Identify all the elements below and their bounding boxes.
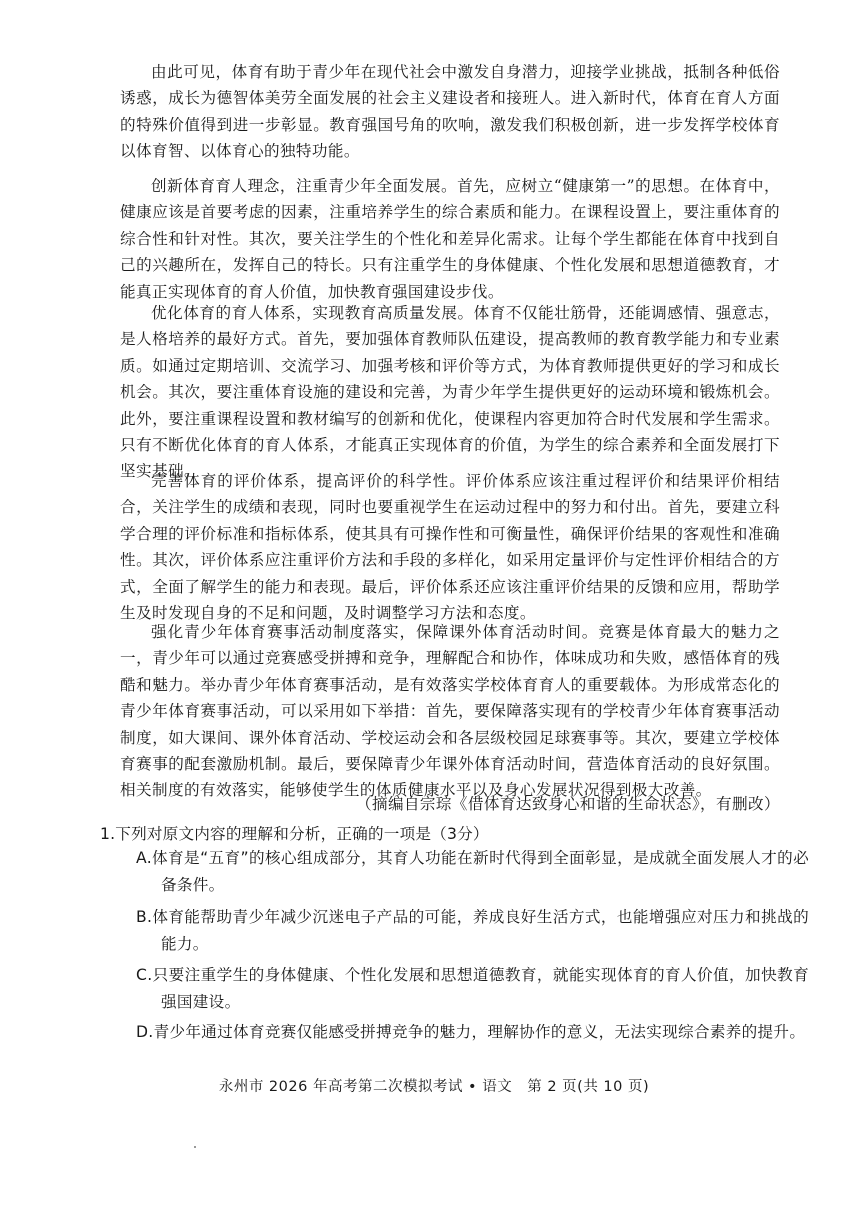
option-c: C.只要注重学生的身体健康、个性化发展和思想道德教育，就能实现体育的育人价值，加快教育强国建设。: [136, 966, 809, 1011]
passage-paragraph-2: 创新体育育人理念，注重青少年全面发展。首先，应树立“健康第一”的思想。在体育中，健康应该是首要考虑的因素，注重培养学生的综合素质和能力。在课程设置上，要注重体育的综合性和针对性。其次，要关注学生的个性化和差异化需求。让每个学生都能在体育中找到自己的兴趣所在，发挥自己的特长。只有注重学生的身体健康、个性化发展和思想道德教育，才能真正实现体育的育人价值，加快教育强国建设步伐。: [120, 177, 780, 301]
passage-paragraph-3: 优化体育的育人体系，实现教育高质量发展。体育不仅能壮筋骨，还能调感情、强意志，是人格培养的最好方式。首先，要加强体育教师队伍建设，提高教师的教育教学能力和专业素质。如通过定期培训、交流学习、加强考核和评价等方式，为体育教师提供更好的学习和成长机会。其次，要注重体育设施的建设和完善，为青少年学生提供更好的运动环境和锻炼机会。此外，要注重课程设置和教材编写的创新和优化，使课程内容更加符合时代发展和学生需求。只有不断优化体育的育人体系，才能真正实现体育的价值，为学生的综合素养和全面发展打下坚实基础。: [120, 304, 780, 481]
question-stem: 1.下列对原文内容的理解和分析，正确的一项是（3分）: [100, 825, 489, 843]
page-footer: 永州市 2026 年高考第二次模拟考试 • 语文 第 2 页(共 10 页): [218, 1079, 650, 1095]
passage-paragraph-1: 由此可见，体育有助于青少年在现代社会中激发自身潜力，迎接学业挑战，抵制各种低俗诱惑，成长为德智体美劳全面发展的社会主义建设者和接班人。进入新时代，体育在育人方面的特殊价值得到进一步彰显。教育强国号角的吹响，激发我们积极创新，进一步发挥学校体育以体育智、以体育心的独特功能。: [120, 63, 780, 161]
passage-paragraph-4: 完善体育的评价体系，提高评价的科学性。评价体系应该注重过程评价和结果评价相结合，关注学生的成绩和表现，同时也要重视学生在运动过程中的努力和付出。首先，要建立科学合理的评价标准和指标体系，使其具有可操作性和可衡量性，确保评价结果的客观性和准确性。其次，评价体系应注重评价方法和手段的多样化，如采用定量评价与定性评价相结合的方式，全面了解学生的能力和表现。最后，评价体系还应该注重评价结果的反馈和应用，帮助学生及时发现自身的不足和问题，及时调整学习方法和态度。: [120, 472, 780, 623]
passage-source: （摘编自宗琮《借体育达致身心和谐的生命状态》，有删改）: [355, 795, 780, 813]
option-a: A.体育是“五育”的核心组成部分，其育人功能在新时代得到全面彰显，是成就全面发展人才的必备条件。: [136, 849, 809, 894]
scan-speck: [194, 1146, 196, 1148]
option-b: B.体育能帮助青少年减少沉迷电子产品的可能，养成良好生活方式，也能增强应对压力和挑战的能力。: [136, 908, 809, 953]
option-d: D.青少年通过体育竞赛仅能感受拼搏竞争的魅力，理解协作的意义，无法实现综合素养的提升。: [136, 1023, 806, 1041]
passage-paragraph-5: 强化青少年体育赛事活动制度落实，保障课外体育活动时间。竞赛是体育最大的魅力之一，青少年可以通过竞赛感受拼搏和竞争，理解配合和协作，体味成功和失败，感悟体育的残酷和魅力。举办青少年体育赛事活动，是有效落实学校体育育人的重要载体。为形成常态化的青少年体育赛事活动，可以采用如下举措：首先，要保障落实现有的学校青少年体育赛事活动制度，如大课间、课外体育活动、学校运动会和各层级校园足球赛事等。其次，要建立学校体育赛事的配套激励机制。最后，要保障青少年课外体育活动时间，营造体育活动的良好氛围。相关制度的有效落实，能够使学生的体质健康水平以及身心发展状况得到极大改善。: [120, 623, 780, 800]
